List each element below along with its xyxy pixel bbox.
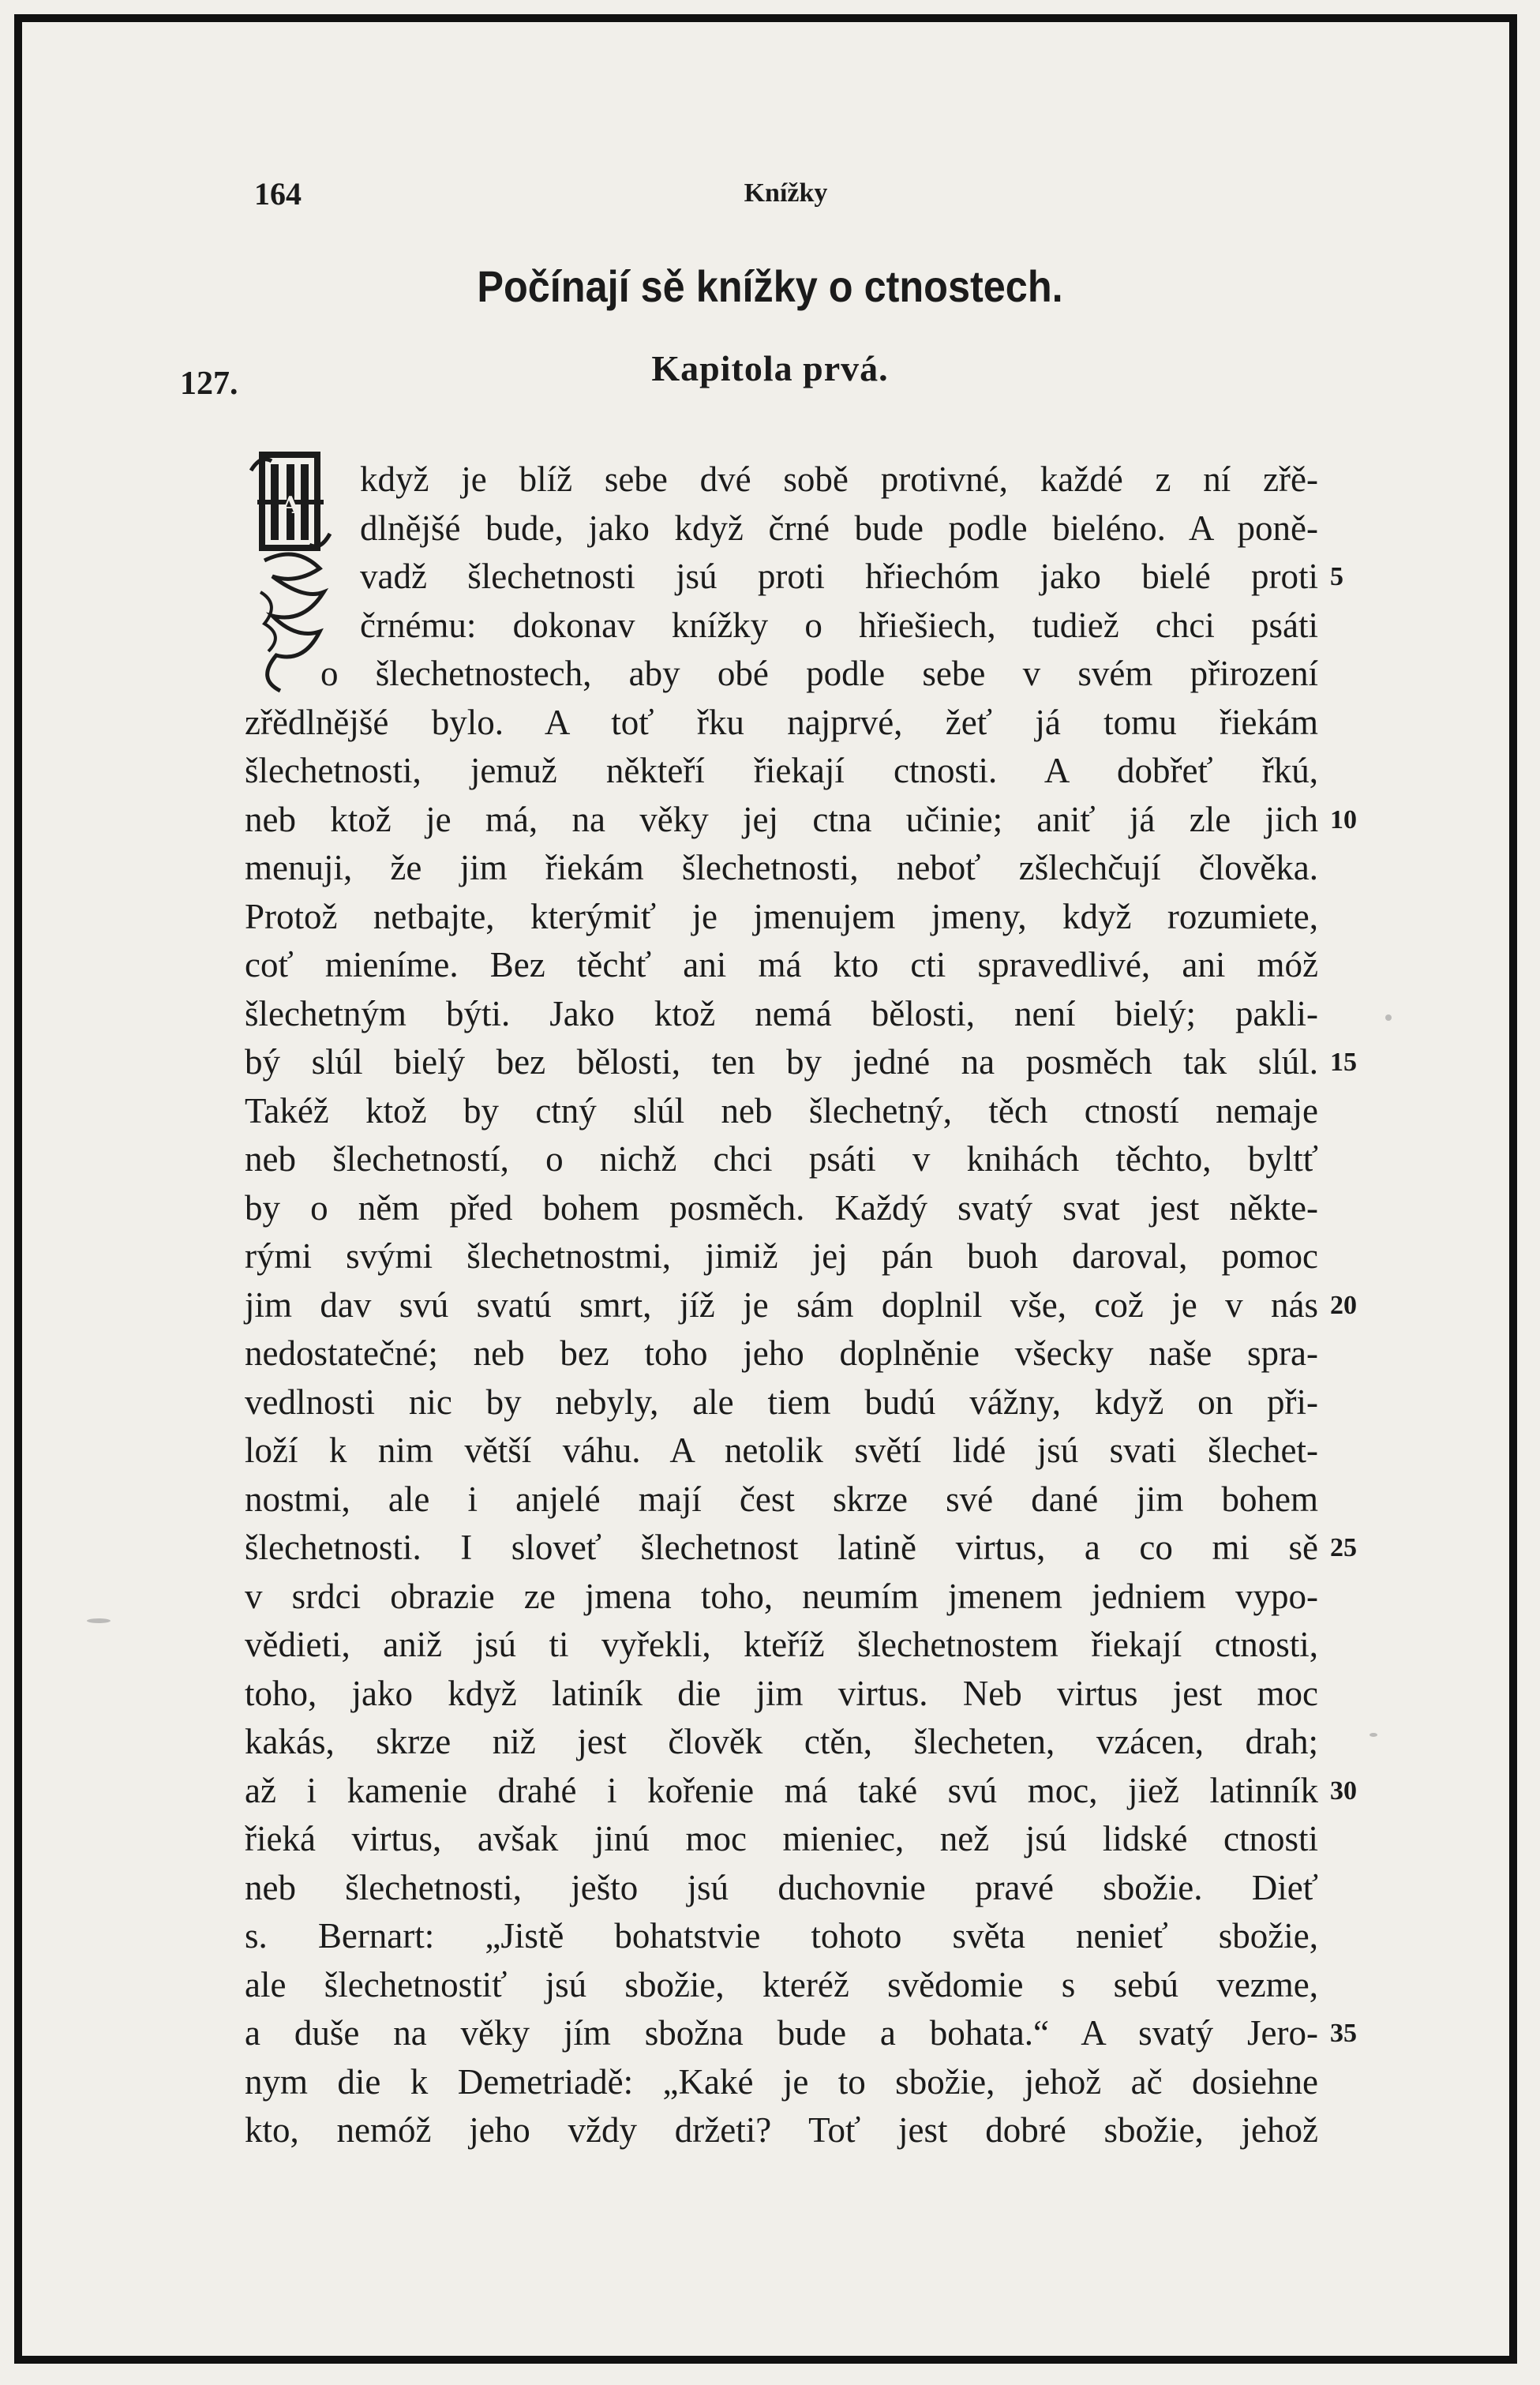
text-line-content: loží k nim větší váhu. A netolik světí lidé jsú svati šlechet- xyxy=(245,1431,1318,1470)
text-line xyxy=(245,1184,1318,1233)
text-line xyxy=(245,1864,1318,1913)
text-line-content: nym die k Demetriadě: „Kaké je to sbožie, jehož ač dosiehne xyxy=(245,2061,1318,2102)
text-line xyxy=(245,1281,1357,1330)
page-number: 164 xyxy=(254,176,302,212)
text-line xyxy=(245,893,1318,942)
text-line-content: s. Bernart: „Jistě bohatstvie tohoto světa nenieť sbožie, xyxy=(245,1916,1318,1956)
text-line xyxy=(245,553,1343,602)
text-line xyxy=(245,1621,1318,1670)
text-line-content: kto, nemóž jeho vždy držeti? Toť jest dobré sbožie, jehož xyxy=(245,2110,1318,2150)
text-line xyxy=(245,1135,1318,1184)
text-line-content: menuji, že jim řiekám šlechetnosti, neboť zšlechčují člověka. xyxy=(245,848,1318,887)
text-line-content: kakás, skrze niž jest člověk ctěn, šlecheten, vzácen, drah; xyxy=(245,1722,1318,1761)
text-line-content: neb šlechetností, o nichž chci psáti v knihách těchto, byltť xyxy=(245,1139,1318,1179)
text-line-content: vadž šlechetnosti jsú proti hřiechóm jako bielé proti xyxy=(360,557,1318,596)
text-line xyxy=(245,1718,1318,1767)
print-smudge xyxy=(1370,1733,1377,1737)
line-number: 20 xyxy=(1330,1290,1357,1320)
line-number: 15 xyxy=(1330,1048,1357,1077)
text-line xyxy=(245,1232,1318,1281)
text-line-content: neb ktož je má, na věky jej ctna učinie; aniť já zle jich xyxy=(245,799,1318,839)
section-number: 127. xyxy=(180,366,238,402)
chapter-title: Kapitola prvá. xyxy=(651,348,889,388)
text-line xyxy=(245,1378,1318,1427)
text-line-content: vědieti, aniž jsú ti vyřekli, kteříž šlechetnostem řiekají ctnosti, xyxy=(245,1625,1318,1664)
text-line-content: v srdci obrazie ze jmena toho, neumím jmenem jedniem vypo- xyxy=(245,1576,1318,1616)
text-line xyxy=(245,1427,1318,1476)
line-number: 5 xyxy=(1330,562,1343,591)
text-line-content: když je blíž sebe dvé sobě protivné, každé z ní zřě- xyxy=(360,459,1318,499)
text-line-content: bý slúl bielý bez bělosti, ten by jedné na posměch tak slúl. xyxy=(245,1042,1318,1082)
text-line xyxy=(245,1670,1318,1719)
text-line-content: nostmi, ale i anjelé mají čest skrze své dané jim bohem xyxy=(245,1479,1318,1519)
text-line-content: črnému: dokonav knížky o hřiešiech, tudiež chci psáti xyxy=(360,605,1318,645)
text-line xyxy=(245,1524,1357,1573)
body-text xyxy=(245,456,1357,2155)
text-line xyxy=(245,2106,1318,2155)
drop-cap-letter: A xyxy=(281,492,300,519)
text-line xyxy=(245,1087,1318,1136)
text-line xyxy=(245,1961,1318,2010)
text-line xyxy=(245,504,1318,553)
text-line-content: a duše na věky jím sbožna bude a bohata.“ A svatý Jero- xyxy=(245,2013,1318,2053)
text-line-content: by o něm před bohem posměch. Každý svatý svat jest někte- xyxy=(245,1187,1318,1228)
text-line-content: neb šlechetnosti, ješto jsú duchovnie pravé sbožie. Dieť xyxy=(245,1867,1318,1907)
text-line xyxy=(245,990,1318,1039)
text-line xyxy=(245,1038,1357,1087)
text-line-content: vedlnosti nic by nebyly, ale tiem budú vážny, když on při- xyxy=(245,1382,1318,1422)
text-line-content: Protož netbajte, kterýmiť je jmenujem jmeny, když rozumiete, xyxy=(245,896,1318,936)
text-line xyxy=(245,1815,1318,1864)
text-line xyxy=(245,699,1318,748)
text-line-content: rými svými šlechetnostmi, jimiž jej pán buoh daroval, pomoc xyxy=(245,1236,1318,1276)
print-smudge xyxy=(87,1618,111,1623)
text-line-content: ale šlechetnostiť jsú sbožie, kteréž svědomie s sebú vezme, xyxy=(245,1964,1318,2004)
line-number: 10 xyxy=(1330,804,1357,834)
page-header xyxy=(0,175,1540,223)
text-line xyxy=(245,1329,1318,1378)
print-smudge xyxy=(1385,1014,1392,1021)
text-line xyxy=(245,2058,1318,2107)
text-line xyxy=(245,1912,1318,1961)
text-line-content: až i kamenie drahé i kořenie má také svú moc, jiež latinník xyxy=(245,1770,1318,1810)
line-number: 25 xyxy=(1330,1533,1357,1562)
text-line-content: o šlechetnostech, aby obé podle sebe v svém přirození xyxy=(320,654,1318,693)
running-title: Knížky xyxy=(744,178,828,208)
text-line xyxy=(245,747,1318,796)
text-line xyxy=(245,941,1318,990)
text-line xyxy=(245,2009,1357,2058)
line-number: 35 xyxy=(1330,2019,1357,2048)
text-line-content: šlechetnosti. I sloveť šlechetnost latině virtus, a co mi sě xyxy=(245,1528,1318,1567)
text-line-content: nedostatečné; neb bez toho jeho doplněnie všecky naše spra- xyxy=(245,1333,1318,1373)
text-line xyxy=(245,1767,1357,1816)
text-line xyxy=(245,1573,1318,1622)
text-line-content: jim dav svú svatú smrt, jíž je sám doplnil vše, což je v nás xyxy=(245,1284,1318,1325)
text-line-content: zřědlnějšé bylo. A toť řku najprvé, žeť já tomu řiekám xyxy=(245,702,1318,742)
text-line xyxy=(245,650,1318,699)
text-line-content: coť mieníme. Bez těchť ani má kto cti spravedlivé, ani móž xyxy=(245,945,1318,984)
text-line xyxy=(245,602,1318,651)
text-line xyxy=(245,456,1318,504)
section-title: Počínají sě knížky o ctnostech. xyxy=(477,261,1063,311)
text-line xyxy=(245,844,1318,893)
text-line-content: šlechetnosti, jemuž někteří řiekají ctnosti. A dobřeť řkú, xyxy=(245,751,1318,790)
text-line xyxy=(245,796,1357,845)
line-number: 30 xyxy=(1330,1776,1357,1806)
text-line-content: dlnějšé bude, jako když črné bude podle bieléno. A poně- xyxy=(360,508,1318,548)
text-line-content: šlechetným býti. Jako ktož nemá bělosti, není bielý; pakli- xyxy=(245,993,1318,1033)
text-line-content: řieká virtus, avšak jinú moc mieniec, než jsú lidské ctnosti xyxy=(245,1819,1318,1858)
text-line-content: Takéž ktož by ctný slúl neb šlechetný, těch ctností nemaje xyxy=(245,1090,1318,1131)
text-line-content: toho, jako když latiník die jim virtus. Neb virtus jest moc xyxy=(245,1673,1318,1713)
text-line xyxy=(245,1476,1318,1524)
